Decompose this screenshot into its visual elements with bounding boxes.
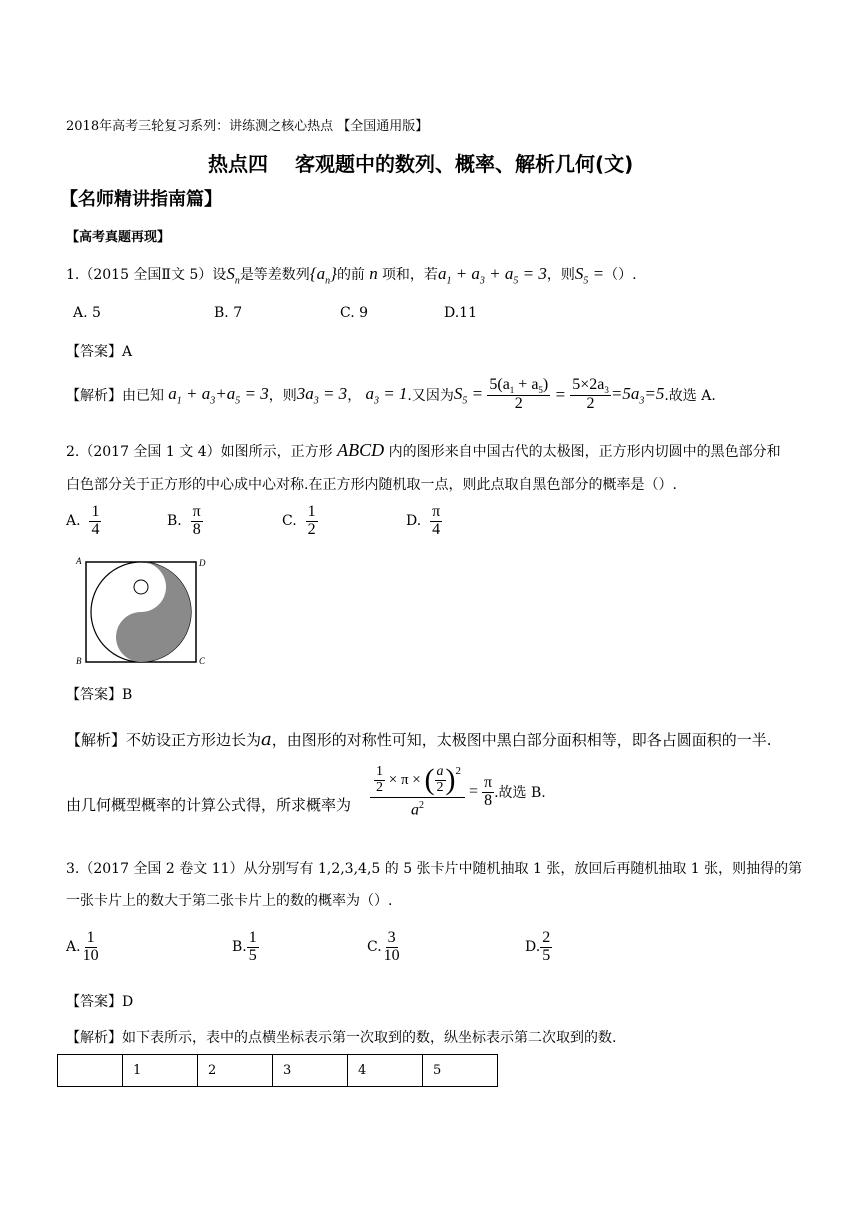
q2-answer: 【答案】B: [66, 687, 133, 703]
q2-option-b: B. $\frac{\pi}{8}$: [167, 503, 201, 538]
black-dot: [134, 630, 148, 644]
q3-option-c: C. $\frac{3}{10}$: [367, 929, 400, 964]
taiji-figure: [70, 552, 210, 670]
q3-stem-line2: 一张卡片上的数大于第二张卡片上的数的概率为（）.: [66, 893, 393, 909]
q3-stem-line1: 3.（2017 全国 2 卷文 11）从分别写有 1,2,3,4,5 的 5 张卡片中随机抽取 1 张，放回后再随机抽取 1 张，则抽得的第: [66, 861, 803, 877]
q1-stem: 1.（2015 全国Ⅱ文 5）设$S_n$是等差数列$\{a_n\}$的前 n 项和，若$a_1 + a_3 + a_5 = 3$，则$S_5$ =（）.: [66, 264, 637, 287]
q1-option-d: D.11: [444, 305, 477, 321]
page-title: 热点四 客观题中的数列、概率、解析几何(文): [208, 152, 634, 176]
q3-analysis: 【解析】如下表所示，表中的点横坐标表示第一次取到的数，纵坐标表示第二次取到的数.: [66, 1030, 617, 1046]
q2-analysis-line1: 【解析】不妨设正方形边长为a，由图形的对称性可知，太极图中黑白部分面积相等，即各占圆面积的一半.: [66, 729, 772, 750]
q1-answer: 【答案】A: [66, 344, 133, 360]
q1-option-b: B. 7: [214, 305, 243, 321]
series-line: 2018年高考三轮复习系列：讲练测之核心热点 【全国通用版】: [66, 119, 429, 134]
q3-option-d: D. $\frac{2}{5}$: [525, 929, 551, 964]
q3-table: [57, 1054, 498, 1087]
q2-option-c: C. $\frac{1}{2}$: [282, 503, 316, 538]
table-cell: 2: [198, 1055, 273, 1087]
corner-label-d: D: [199, 558, 206, 568]
table-cell: 1: [123, 1055, 198, 1087]
q2-option-d: D. $\frac{\pi}{4}$: [406, 503, 441, 538]
q2-stem-line1: 2.（2017 全国 1 文 4）如图所示，正方形 ABCD 内的图形来自中国古代的太极图，正方形内切圆中的黑色部分和: [66, 440, 781, 460]
table-row: [58, 1055, 498, 1087]
q2-probability-formula: $\frac{1}{2}$ × π × ( $\frac{a}{2}$ ) $^2$ $a^2$ = $\frac{\pi}{8}$ .故选 B.: [370, 765, 546, 820]
q2-analysis-line2: 由几何概型概率的计算公式得，所求概率为: [66, 796, 352, 814]
section-heading: 【名师精讲指南篇】: [60, 189, 222, 210]
q2-option-a: A. $\frac{1}{4}$: [66, 503, 100, 538]
corner-label-b: B: [76, 656, 82, 666]
table-cell: 4: [348, 1055, 423, 1087]
corner-label-c: C: [199, 656, 206, 666]
table-cell: 3: [273, 1055, 348, 1087]
q1-option-c: C. 9: [340, 305, 369, 321]
subsection-heading: 【高考真题再现】: [66, 230, 171, 245]
corner-label-a: A: [76, 556, 82, 566]
table-cell: [58, 1055, 123, 1087]
q3-answer: 【答案】D: [66, 994, 134, 1010]
q2-stem-line2: 白色部分关于正方形的中心成中心对称.在正方形内随机取一点，则此点取自黑色部分的概率是（）.: [66, 477, 677, 493]
q3-option-a: A. $\frac{1}{10}$: [66, 929, 99, 964]
q1-analysis: 【解析】由已知 $a_1 + a_3+a_5 = 3$ ，则 $3a_3 = 3$ ， $a_3 = 1$ .又因为 $S_5$ = $\frac{5(a_1 + a_5)}{2}$ = $\frac{5\times 2a_3}{2}$ $=5a_3=5$ .故选 A.: [66, 375, 716, 413]
q1-option-a: A. 5: [73, 305, 101, 321]
q3-option-b: B. $\frac{1}{5}$: [232, 929, 257, 964]
table-cell: 5: [423, 1055, 498, 1087]
white-dot: [134, 580, 148, 594]
